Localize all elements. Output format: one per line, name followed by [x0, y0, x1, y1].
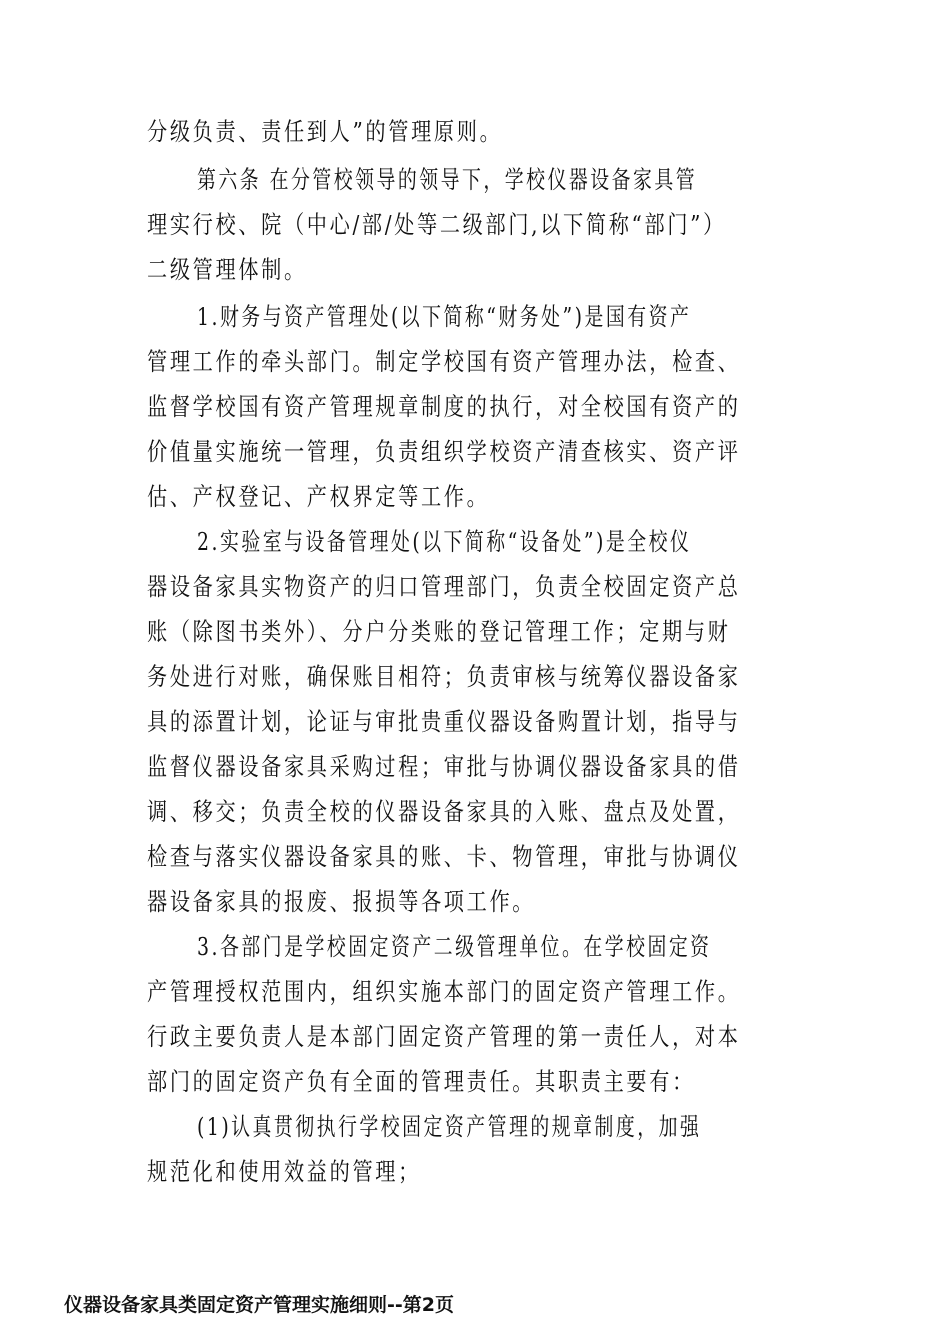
text-line: 理实行校、院（中心/部/处等二级部门,以下简称“部门”）: [147, 210, 726, 239]
text-line: 价值量实施统一管理，负责组织学校资产清查核实、资产评: [147, 437, 741, 466]
text-line: 规范化和使用效益的管理；: [147, 1157, 421, 1186]
page-footer: 仪器设备家具类固定资产管理实施细则--第2页: [64, 1294, 454, 1316]
text-line: 监督仪器设备家具采购过程；审批与协调仪器设备家具的借: [147, 752, 741, 781]
text-line: 2.实验室与设备管理处(以下简称“设备处”)是全校仪: [197, 527, 692, 556]
text-line: 具的添置计划，论证与审批贵重仪器设备购置计划，指导与: [147, 707, 741, 736]
text-line: 调、移交；负责全校的仪器设备家具的入账、盘点及处置，: [147, 797, 741, 826]
text-line: 务处进行对账，确保账目相符；负责审核与统筹仪器设备家: [147, 662, 741, 691]
text-line: 器设备家具实物资产的归口管理部门，负责全校固定资产总: [147, 572, 741, 601]
text-line: 产管理授权范围内，组织实施本部门的固定资产管理工作。: [147, 977, 741, 1006]
text-line: 分级负责、责任到人”的管理原则。: [147, 117, 503, 146]
text-line: 监督学校国有资产管理规章制度的执行，对全校国有资产的: [147, 392, 741, 421]
text-line: 行政主要负责人是本部门固定资产管理的第一责任人，对本: [147, 1022, 741, 1051]
text-line: 估、产权登记、产权界定等工作。: [147, 482, 490, 511]
text-line: 1.财务与资产管理处(以下简称“财务处”)是国有资产: [197, 302, 692, 331]
text-line: 账（除图书类外）、分户分类账的登记管理工作；定期与财: [147, 617, 731, 646]
text-line: 检查与落实仪器设备家具的账、卡、物管理，审批与协调仪: [147, 842, 741, 871]
text-line: 二级管理体制。: [147, 255, 307, 284]
text-line: 管理工作的牵头部门。制定学校国有资产管理办法，检查、: [147, 347, 741, 376]
text-line: 部门的固定资产负有全面的管理责任。其职责主要有：: [147, 1067, 695, 1096]
text-line: 第六条 在分管校领导的领导下，学校仪器设备家具管: [197, 165, 698, 194]
text-line: (1)认真贯彻执行学校固定资产管理的规章制度，加强: [197, 1112, 702, 1141]
text-line: 3.各部门是学校固定资产二级管理单位。在学校固定资: [197, 932, 712, 961]
text-line: 器设备家具的报废、报损等各项工作。: [147, 887, 536, 916]
